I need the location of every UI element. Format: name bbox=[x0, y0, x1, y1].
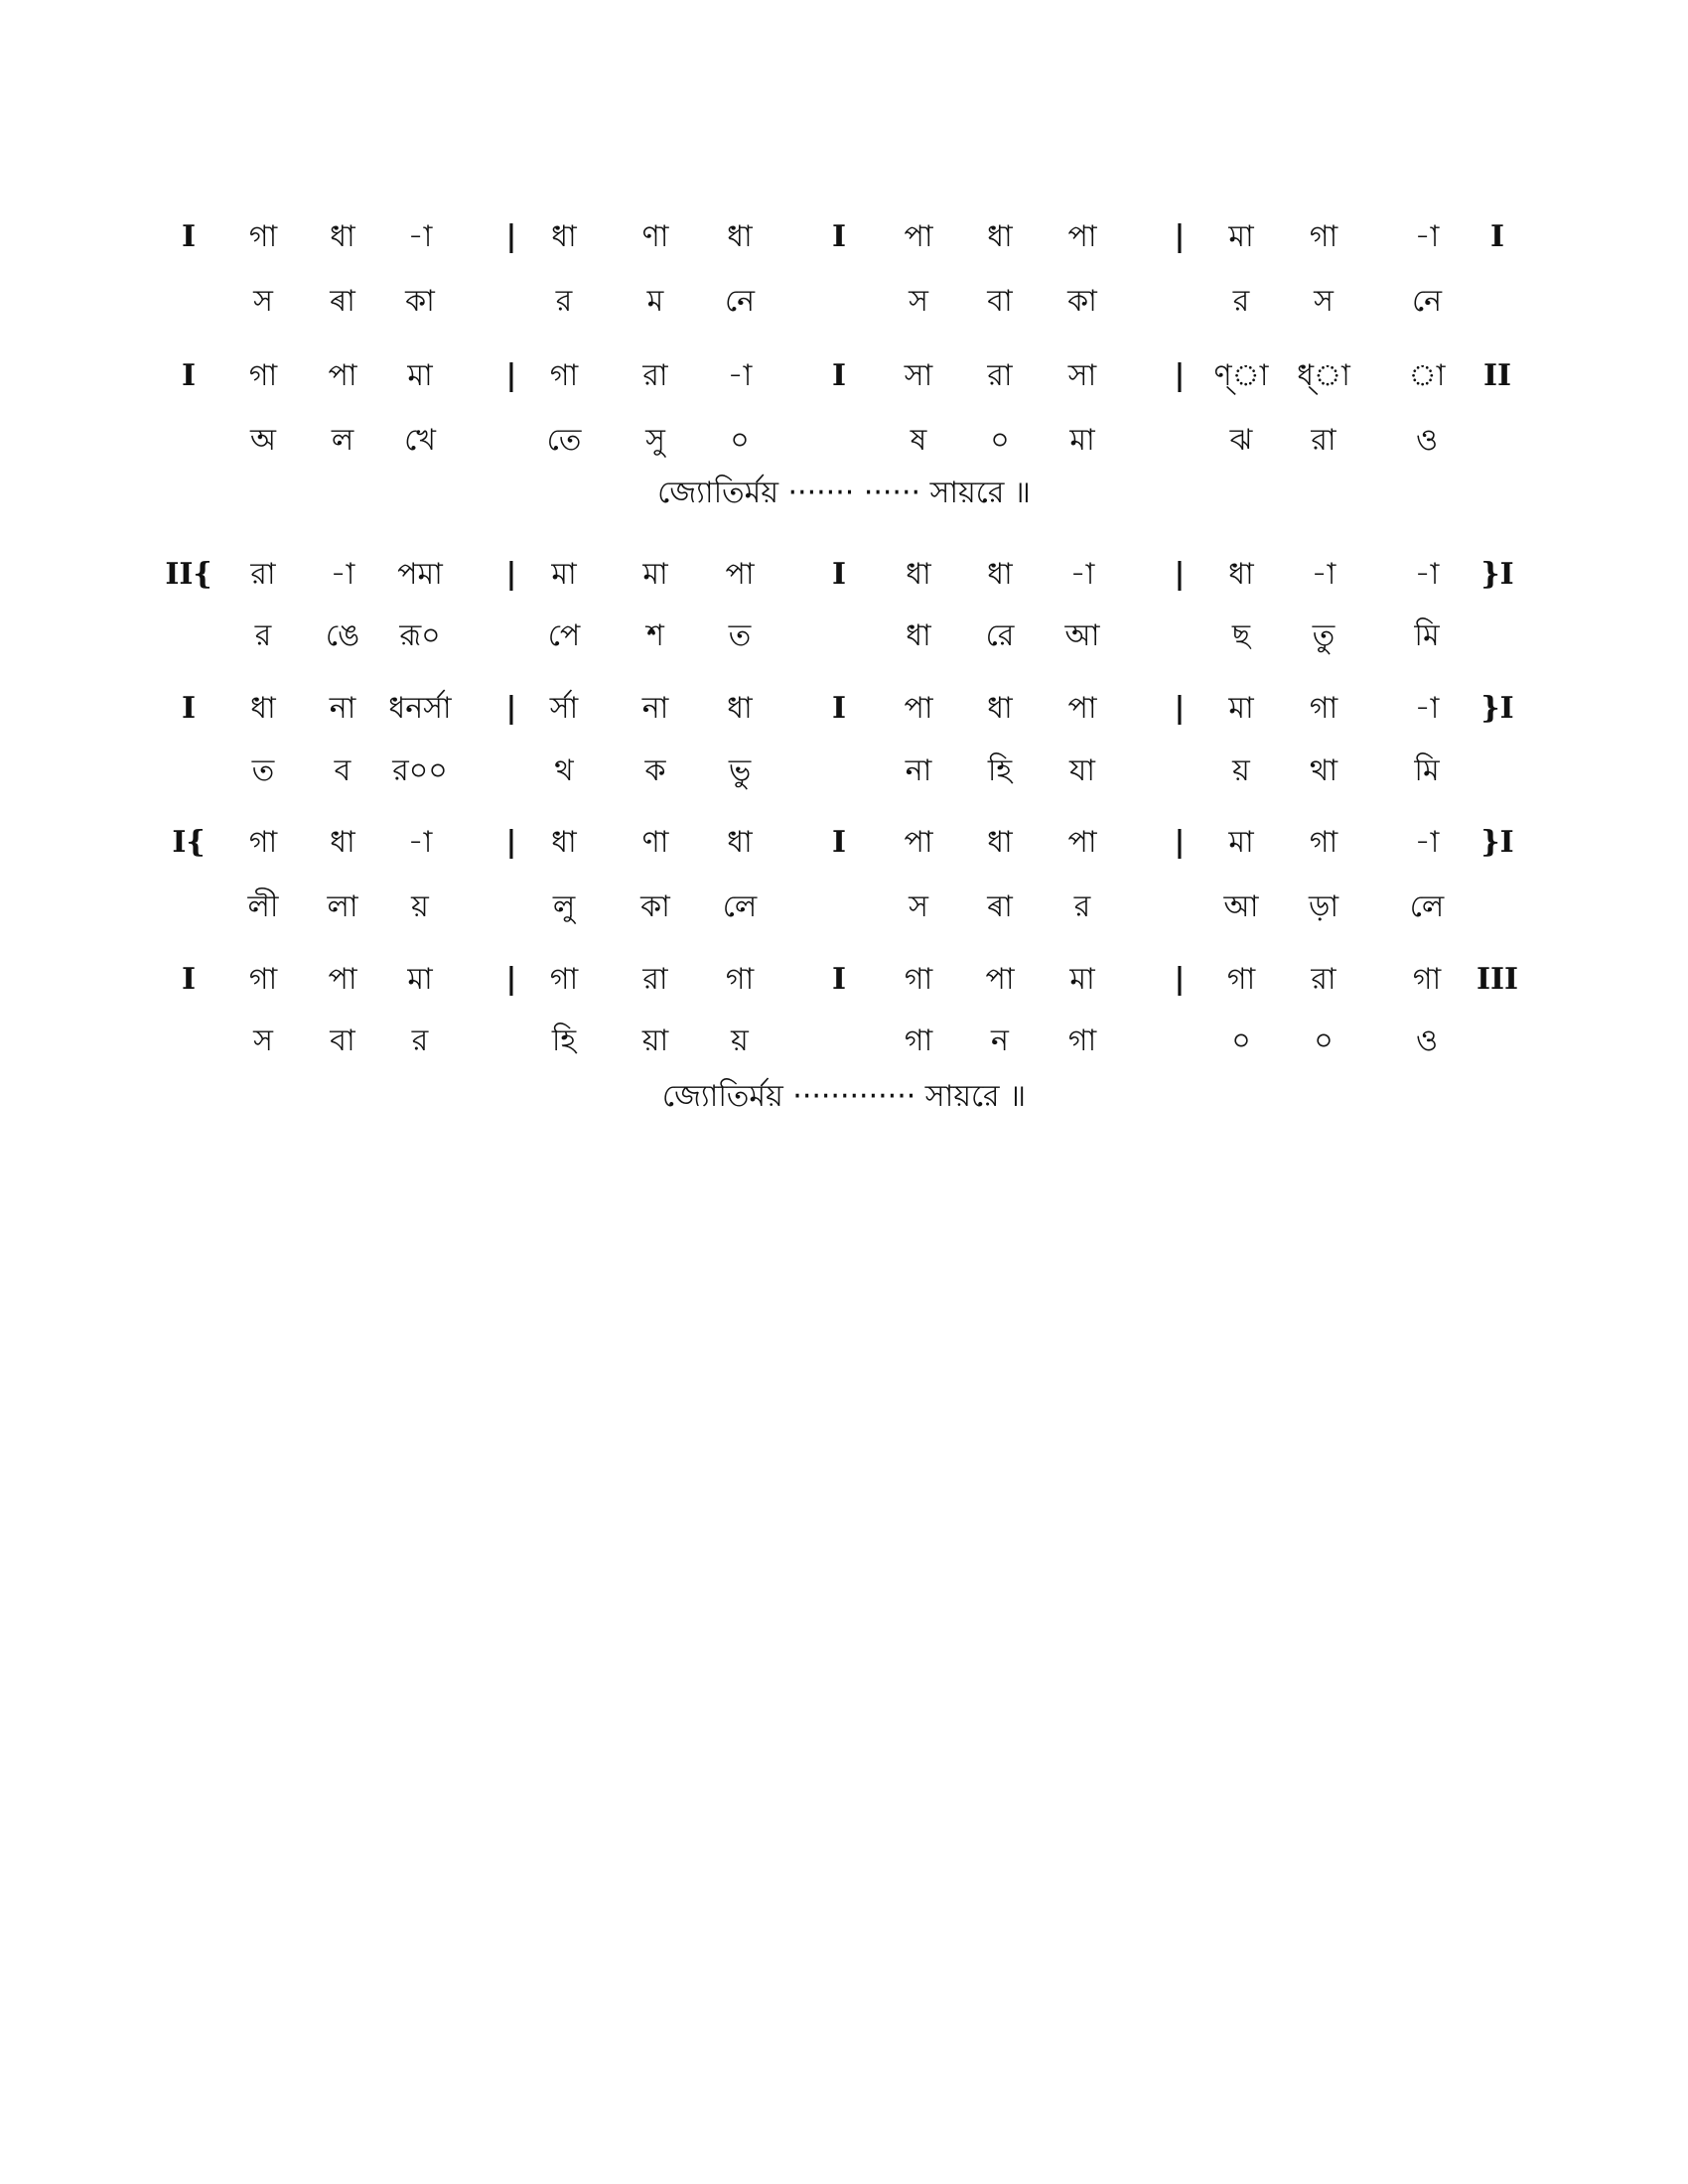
lyric-syllable: র bbox=[1073, 889, 1091, 924]
lyric-syllable: রা bbox=[1311, 423, 1336, 458]
note: গা bbox=[904, 962, 933, 997]
lyric-syllable: থা bbox=[1309, 753, 1338, 788]
bar-line: I bbox=[1489, 219, 1505, 254]
note: রা bbox=[1311, 962, 1336, 997]
bar-line: I bbox=[181, 219, 197, 254]
note: -া bbox=[1311, 557, 1336, 592]
note: ধা bbox=[727, 219, 753, 254]
bar-line: }I bbox=[1480, 557, 1514, 592]
lyric-syllable: খে bbox=[404, 423, 436, 458]
lyric-syllable: রূ০ bbox=[399, 618, 441, 653]
lyric-syllable: র bbox=[1232, 284, 1250, 319]
lyric-syllable: নে bbox=[1411, 284, 1443, 319]
lyric-syllable: ন bbox=[991, 1024, 1009, 1058]
lyric-line bbox=[0, 888, 1688, 948]
lyric-syllable: গা bbox=[904, 1024, 933, 1058]
notation-line bbox=[0, 218, 1688, 278]
note: ধা bbox=[551, 825, 577, 860]
bar-line: II{ bbox=[165, 557, 212, 592]
lyric-syllable: মা bbox=[1069, 423, 1095, 458]
note: ধা bbox=[1228, 557, 1254, 592]
lyric-syllable: তে bbox=[546, 423, 582, 458]
note: -া bbox=[1414, 825, 1440, 860]
note: -া bbox=[1414, 219, 1440, 254]
note: পা bbox=[725, 557, 755, 592]
lyric-syllable: লা bbox=[327, 889, 358, 924]
note: রা bbox=[642, 962, 668, 997]
note: পা bbox=[904, 219, 933, 254]
note: ণা bbox=[641, 219, 669, 254]
lyric-syllable: আ bbox=[1223, 889, 1259, 924]
lyric-syllable: র bbox=[411, 1024, 429, 1058]
note: গা bbox=[1412, 962, 1442, 997]
lyric-syllable: বা bbox=[987, 284, 1013, 319]
lyric-line bbox=[0, 752, 1688, 812]
lyric-syllable: ০ bbox=[990, 423, 1010, 458]
lyric-syllable: র bbox=[555, 284, 573, 319]
note: ণা bbox=[641, 825, 669, 860]
lyric-syllable: বা bbox=[330, 1024, 355, 1058]
bar-line: I bbox=[181, 691, 197, 726]
note: পা bbox=[985, 962, 1015, 997]
refrain-line: জ্যোতির্ময় ······· ······ সায়রে ॥ bbox=[657, 476, 1031, 510]
note: ধা bbox=[727, 825, 753, 860]
lyric-syllable: ঙে bbox=[325, 618, 360, 653]
bar-line: III bbox=[1476, 962, 1519, 997]
lyric-syllable: স bbox=[1314, 284, 1334, 319]
lyric-syllable: ব bbox=[334, 753, 352, 788]
lyric-syllable: ভু bbox=[728, 753, 752, 788]
note: রা bbox=[987, 358, 1013, 393]
note: গা bbox=[1226, 962, 1256, 997]
bar-line: I bbox=[831, 358, 847, 393]
lyric-syllable: কা bbox=[405, 284, 435, 319]
bar-line: I bbox=[831, 557, 847, 592]
note: ণ্া bbox=[1213, 358, 1269, 393]
bar-line: | bbox=[1174, 962, 1186, 997]
lyric-syllable: ষ bbox=[910, 423, 927, 458]
lyric-syllable: য়া bbox=[641, 1024, 669, 1058]
lyric-syllable: স bbox=[909, 284, 928, 319]
note: মা bbox=[551, 557, 577, 592]
note: ধা bbox=[727, 691, 753, 726]
lyric-line bbox=[0, 617, 1688, 677]
lyric-syllable: য় bbox=[1232, 753, 1250, 788]
note: ধা bbox=[551, 219, 577, 254]
lyric-syllable: যা bbox=[1069, 753, 1095, 788]
note: গা bbox=[248, 219, 278, 254]
note: ধা bbox=[987, 691, 1013, 726]
lyric-syllable: ০ bbox=[1231, 1024, 1251, 1058]
lyric-syllable: ০ bbox=[1314, 1024, 1334, 1058]
note: গা bbox=[248, 358, 278, 393]
lyric-syllable: ক bbox=[644, 753, 666, 788]
note: ধনর্সা bbox=[388, 691, 452, 726]
lyric-syllable: স bbox=[909, 889, 928, 924]
lyric-syllable: রে bbox=[985, 618, 1015, 653]
lyric-syllable: অ bbox=[250, 423, 276, 458]
lyric-syllable: ও bbox=[1415, 1024, 1439, 1058]
note: ধা bbox=[250, 691, 276, 726]
bar-line: | bbox=[1174, 691, 1186, 726]
bar-line: | bbox=[1174, 557, 1186, 592]
note: ধ্া bbox=[1297, 358, 1350, 393]
lyric-syllable: আ bbox=[1064, 618, 1100, 653]
bar-line: I bbox=[181, 962, 197, 997]
lyric-syllable: য় bbox=[411, 889, 429, 924]
note: মা bbox=[407, 962, 433, 997]
note: সা bbox=[904, 358, 933, 393]
bar-line: | bbox=[505, 358, 517, 393]
lyric-syllable: লু bbox=[552, 889, 576, 924]
note: র্সা bbox=[549, 691, 579, 726]
lyric-syllable: হি bbox=[551, 1024, 577, 1058]
notation-line bbox=[0, 961, 1688, 1021]
lyric-syllable: ধা bbox=[906, 618, 931, 653]
note: মা bbox=[1228, 825, 1254, 860]
lyric-line bbox=[0, 422, 1688, 481]
note: ধা bbox=[330, 219, 355, 254]
note: পা bbox=[1067, 825, 1097, 860]
note: ধা bbox=[987, 219, 1013, 254]
lyric-syllable: ঝ bbox=[1229, 423, 1253, 458]
note: না bbox=[641, 691, 669, 726]
notation-line bbox=[0, 824, 1688, 884]
lyric-syllable: ড়া bbox=[1308, 889, 1339, 924]
lyric-syllable: হি bbox=[987, 753, 1013, 788]
note: গা bbox=[1309, 825, 1338, 860]
bar-line: | bbox=[1174, 219, 1186, 254]
note: -া bbox=[407, 219, 433, 254]
lyric-syllable: সু bbox=[645, 423, 665, 458]
note: -া bbox=[1414, 691, 1440, 726]
note: -া bbox=[1069, 557, 1095, 592]
note: মা bbox=[1228, 691, 1254, 726]
notation-line bbox=[0, 690, 1688, 750]
note: -া bbox=[407, 825, 433, 860]
bar-line: | bbox=[1174, 358, 1186, 393]
bar-line: I bbox=[181, 358, 197, 393]
notation-line bbox=[0, 357, 1688, 417]
note: -া bbox=[330, 557, 355, 592]
bar-line: }I bbox=[1480, 825, 1514, 860]
notation-line bbox=[0, 556, 1688, 615]
lyric-syllable: ও bbox=[1415, 423, 1439, 458]
note: পা bbox=[1067, 219, 1097, 254]
note: মা bbox=[1069, 962, 1095, 997]
lyric-syllable: মি bbox=[1414, 618, 1440, 653]
note: গা bbox=[248, 962, 278, 997]
note: গা bbox=[1309, 691, 1338, 726]
lyric-line bbox=[0, 1023, 1688, 1082]
lyric-syllable: গা bbox=[1067, 1024, 1097, 1058]
refrain-line: জ্যোতির্ময় ············· সায়রে ॥ bbox=[661, 1079, 1027, 1114]
bar-line: I bbox=[831, 219, 847, 254]
lyric-syllable: য় bbox=[731, 1024, 749, 1058]
bar-line: | bbox=[505, 557, 517, 592]
note: ধা bbox=[906, 557, 931, 592]
lyric-syllable: ৰা bbox=[330, 284, 355, 319]
bar-line: | bbox=[505, 219, 517, 254]
lyric-syllable: ম bbox=[646, 284, 664, 319]
note: ধা bbox=[330, 825, 355, 860]
lyric-syllable: থ bbox=[554, 753, 574, 788]
note: -া bbox=[727, 358, 753, 393]
lyric-syllable: ত bbox=[251, 753, 275, 788]
lyric-syllable: ৰা bbox=[987, 889, 1013, 924]
note: গা bbox=[725, 962, 755, 997]
lyric-syllable: কা bbox=[1067, 284, 1097, 319]
note: সা bbox=[1067, 358, 1097, 393]
bar-line: | bbox=[1174, 825, 1186, 860]
bar-line: I{ bbox=[172, 825, 206, 860]
bar-line: }I bbox=[1480, 691, 1514, 726]
lyric-syllable: তু bbox=[1312, 618, 1336, 653]
lyric-syllable: শ bbox=[646, 618, 664, 653]
note: মা bbox=[1228, 219, 1254, 254]
note: না bbox=[329, 691, 356, 726]
note: রা bbox=[250, 557, 276, 592]
note: পা bbox=[904, 691, 933, 726]
lyric-syllable: কা bbox=[640, 889, 670, 924]
lyric-line bbox=[0, 283, 1688, 342]
bar-line: I bbox=[831, 691, 847, 726]
lyric-syllable: ছ bbox=[1231, 618, 1251, 653]
bar-line: I bbox=[831, 825, 847, 860]
note: মা bbox=[642, 557, 668, 592]
lyric-syllable: নে bbox=[724, 284, 756, 319]
note: পা bbox=[904, 825, 933, 860]
bar-line: I bbox=[831, 962, 847, 997]
lyric-syllable: ত bbox=[728, 618, 752, 653]
lyric-syllable: ল bbox=[331, 423, 354, 458]
note: গা bbox=[1309, 219, 1338, 254]
lyric-syllable: ০ bbox=[730, 423, 750, 458]
bar-line: | bbox=[505, 962, 517, 997]
note: -া bbox=[1414, 557, 1440, 592]
lyric-syllable: লে bbox=[722, 889, 758, 924]
bar-line: | bbox=[505, 825, 517, 860]
lyric-syllable: পে bbox=[547, 618, 581, 653]
lyric-syllable: র০০ bbox=[392, 753, 448, 788]
note: রা bbox=[642, 358, 668, 393]
note: গা bbox=[248, 825, 278, 860]
lyric-syllable: র bbox=[254, 618, 272, 653]
note: পা bbox=[328, 962, 357, 997]
note: া bbox=[1408, 358, 1446, 393]
lyric-syllable: লী bbox=[247, 889, 279, 924]
note: গা bbox=[549, 358, 579, 393]
note: পা bbox=[328, 358, 357, 393]
bar-line: II bbox=[1482, 358, 1512, 393]
note: ধা bbox=[987, 825, 1013, 860]
note: ধা bbox=[987, 557, 1013, 592]
lyric-syllable: মি bbox=[1414, 753, 1440, 788]
note: মা bbox=[407, 358, 433, 393]
lyric-syllable: স bbox=[253, 284, 273, 319]
bar-line: | bbox=[505, 691, 517, 726]
note: পমা bbox=[397, 557, 443, 592]
note: পা bbox=[1067, 691, 1097, 726]
note: গা bbox=[549, 962, 579, 997]
lyric-syllable: স bbox=[253, 1024, 273, 1058]
lyric-syllable: না bbox=[905, 753, 932, 788]
lyric-syllable: লে bbox=[1409, 889, 1445, 924]
